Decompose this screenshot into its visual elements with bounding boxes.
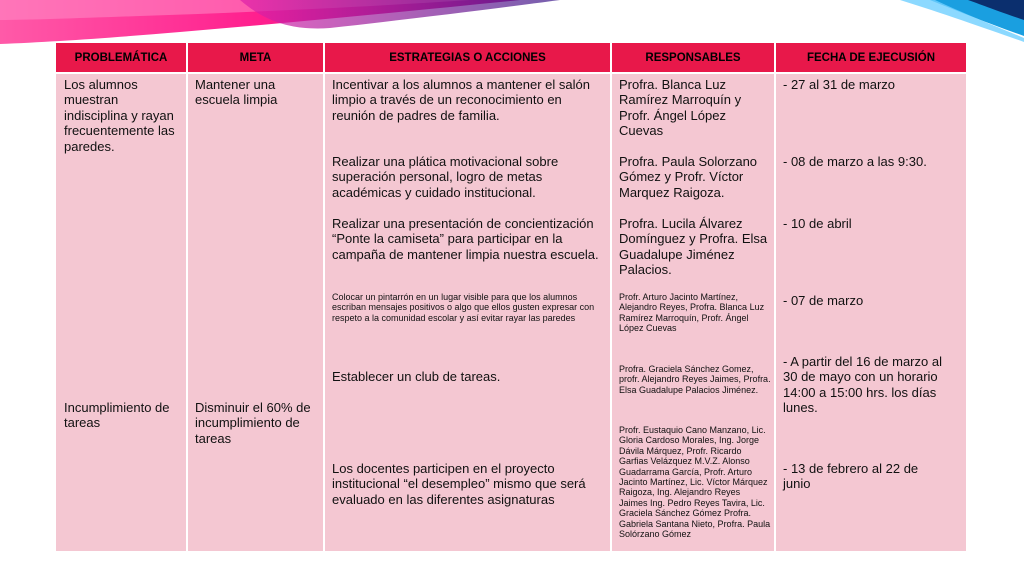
date-6: - 13 de febrero al 22 de junio bbox=[783, 461, 919, 492]
header-responsables: RESPONSABLES bbox=[612, 43, 774, 72]
strategy-6: Los docentes participen en el proyecto institucional “el desempleo” mismo que será evaluado en las diferentes asignaturas bbox=[332, 461, 586, 507]
responsible-2: Profra. Paula Solorzano Gómez y Profr. Víctor Marquez Raigoza. bbox=[619, 154, 758, 200]
strategy-4: Colocar un pintarrón en un lugar visible para que los alumnos escriban mensajes positivos o algo que ellos gusten expresar con respeto a la comunidad escolar y así evitar rayar las paredes bbox=[332, 292, 595, 323]
problem-1: Los alumnos muestran indisciplina y rayan frecuentemente las paredes. bbox=[64, 77, 175, 154]
goal-2: Disminuir el 60% de incumplimiento de tareas bbox=[195, 400, 311, 446]
date-3: - 10 de abril bbox=[783, 216, 852, 231]
date-5: - A partir del 16 de marzo al 30 de mayo con un horario 14:00 a 15:00 hrs. los días lunes. bbox=[783, 354, 942, 416]
header-problematica: PROBLEMÁTICA bbox=[56, 43, 186, 72]
date-2: - 08 de marzo a las 9:30. bbox=[783, 154, 927, 169]
strategy-3: Realizar una presentación de concientización “Ponte la camiseta” para participar en la campaña de mantener limpia nuestra escuela. bbox=[332, 216, 599, 262]
action-plan-table bbox=[56, 43, 966, 551]
strategy-5: Establecer un club de tareas. bbox=[332, 369, 501, 384]
column-meta bbox=[188, 74, 323, 551]
header-meta: META bbox=[188, 43, 323, 72]
header-estrategias: ESTRATEGIAS O ACCIONES bbox=[325, 43, 610, 72]
header-fecha: FECHA DE EJECUSIÓN bbox=[776, 43, 966, 72]
problem-2: Incumplimiento de tareas bbox=[64, 400, 170, 431]
strategy-2: Realizar una plática motivacional sobre superación personal, logro de metas académicas y cuidado institucional. bbox=[332, 154, 559, 200]
goal-1: Mantener una escuela limpia bbox=[195, 77, 278, 108]
responsible-1: Profra. Blanca Luz Ramírez Marroquín y Profr. Ángel López Cuevas bbox=[619, 77, 742, 139]
strategy-1: Incentivar a los alumnos a mantener el salón limpio a través de un reconocimiento en reunión de padres de familia. bbox=[332, 77, 590, 123]
date-4: - 07 de marzo bbox=[783, 293, 864, 308]
responsible-5: Profra. Graciela Sánchez Gomez, profr. Alejandro Reyes Jaimes, Profra. Elsa Guadalupe Palacios Jiménez. bbox=[619, 364, 771, 395]
responsible-3: Profra. Lucila Álvarez Domínguez y Profra. Elsa Guadalupe Jiménez Palacios. bbox=[619, 216, 768, 278]
date-1: - 27 al 31 de marzo bbox=[783, 77, 896, 92]
responsible-4: Profr. Arturo Jacinto Martínez, Alejandro Reyes, Profra. Blanca Luz Ramírez Marroquín, Profr. Ángel López Cuevas bbox=[619, 292, 765, 334]
responsible-6: Profr. Eustaquio Cano Manzano, Lic. Gloria Cardoso Morales, Ing. Jorge Dávila Márquez, Profr. Ricardo Garfias Velázquez M.V.Z. Alonso Guadarrama García, Profr. Arturo Jacinto Martínez, Lic. Víctor Márquez Raigoza, Ing. Alejandro Reyes Jaimes Ing. Pedro Reyes Tavira, Lic. Graciela Sánchez Gómez Profra. Gabriela Santana Nieto, Profra. Paula Solórzano Gómez bbox=[619, 425, 771, 540]
